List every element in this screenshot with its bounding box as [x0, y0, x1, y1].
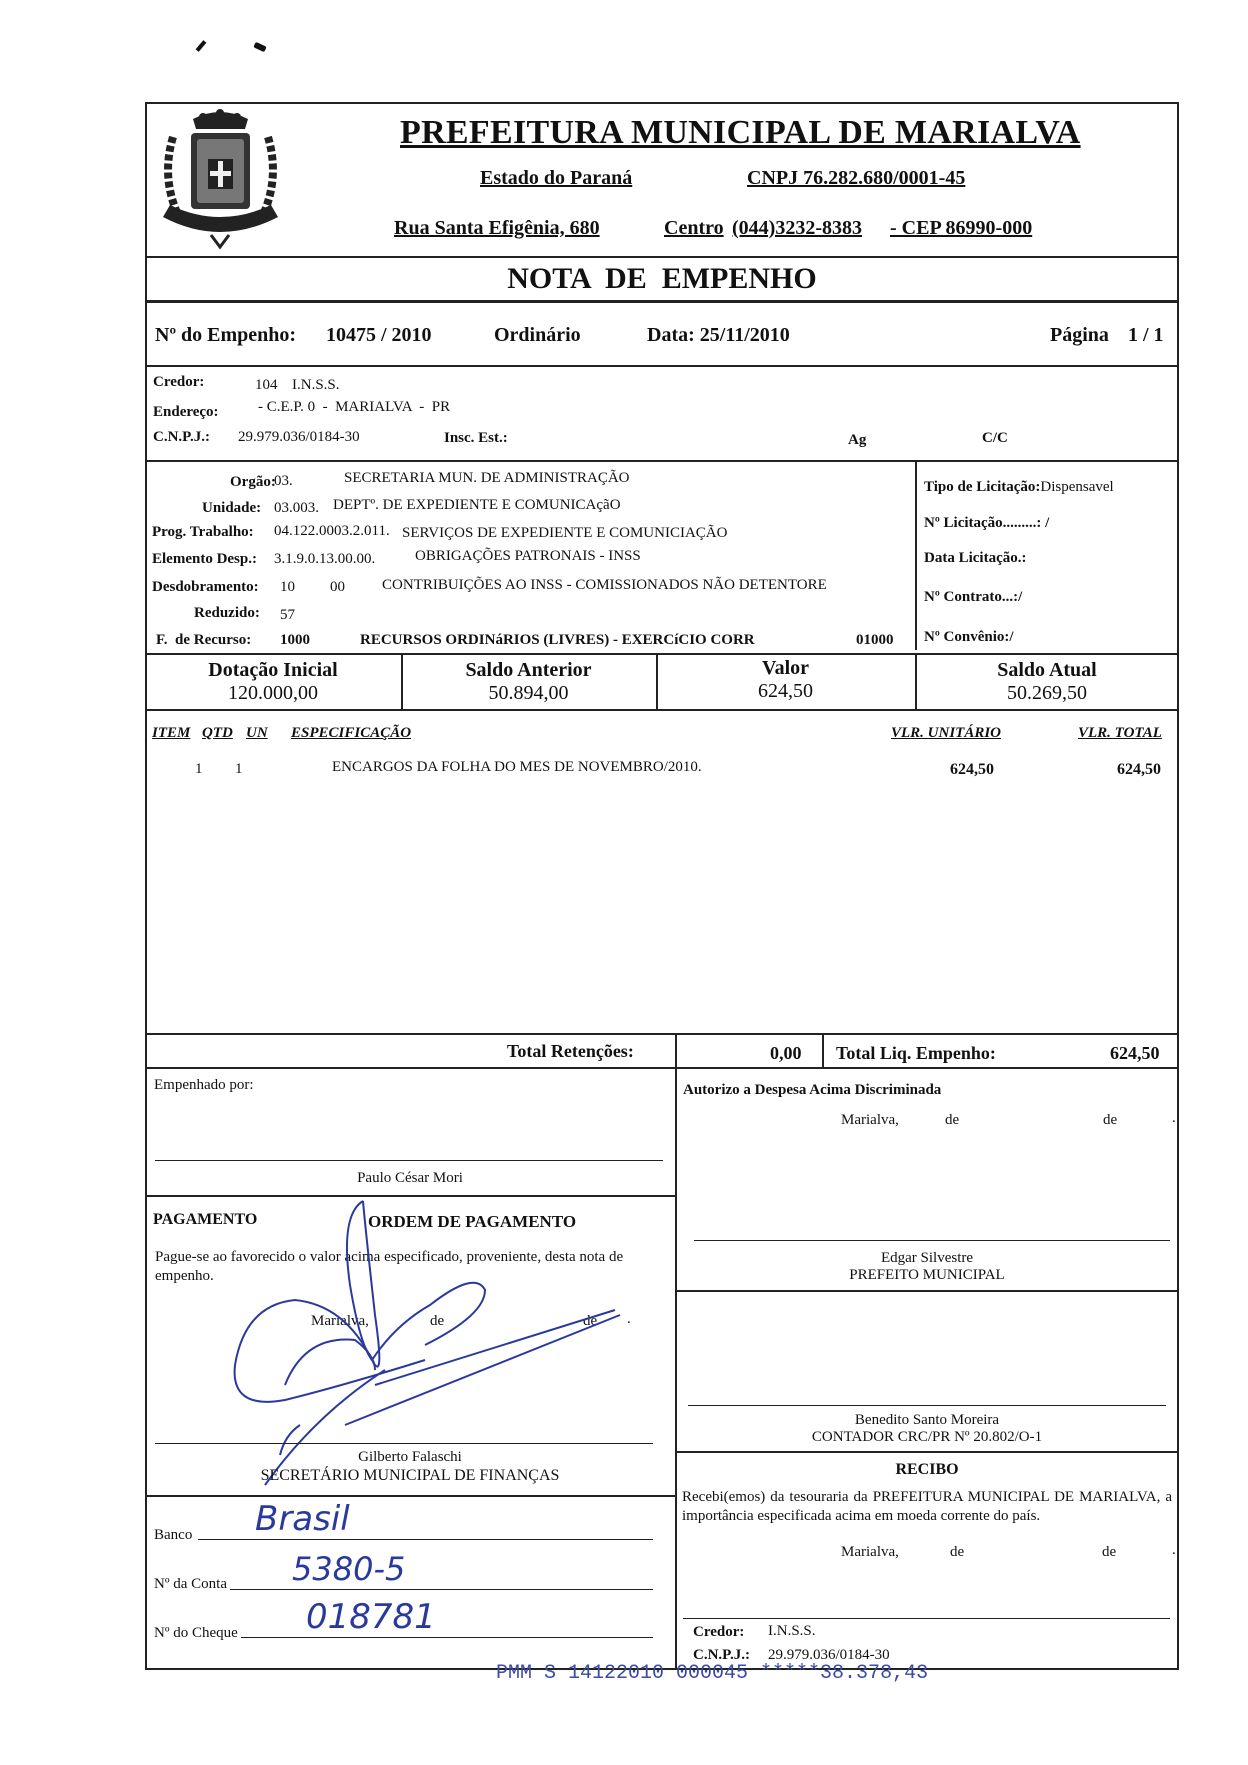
row-total-value: 624,50 — [1117, 761, 1161, 778]
recibo-cnpj-label: C.N.P.J.: — [693, 1647, 750, 1663]
divider — [915, 460, 917, 650]
prog-trabalho-label: Prog. Trabalho: — [152, 524, 254, 540]
secretario-title: SECRETÁRIO MUNICIPAL DE FINANÇAS — [260, 1467, 560, 1484]
total-retencoes-label: Total Retenções: — [507, 1041, 634, 1061]
saldo-dotacao-inicial: Dotação Inicial 120.000,00 — [208, 659, 338, 704]
divider — [145, 1067, 1179, 1069]
empenhado-name: Paulo César Mori — [357, 1170, 463, 1186]
desdobramento-desc: CONTRIBUIÇÕES AO INSS - COMISSIONADOS NÃO DETENTORE — [382, 577, 827, 593]
ordem-pagamento-label: ORDEM DE PAGAMENTO — [368, 1212, 577, 1231]
elemento-desc: OBRIGAÇÕES PATRONAIS - INSS — [415, 548, 641, 564]
recibo-cnpj: 29.979.036/0184-30 — [768, 1647, 890, 1663]
pagamento-city: Marialva, — [311, 1313, 369, 1329]
elemento-code: 3.1.9.0.13.00.00. — [274, 551, 376, 567]
page-label: Página — [1050, 324, 1109, 346]
divider — [145, 1495, 675, 1497]
cnpj-label: C.N.P.J.: — [153, 429, 210, 445]
autorizo-de1: de — [945, 1112, 960, 1128]
contador-name: Benedito Santo Moreira — [854, 1412, 1000, 1428]
licitacao-date-label: Data Licitação.: — [924, 550, 1027, 566]
cheque-field-line — [241, 1637, 653, 1638]
recibo-de2: de — [1102, 1544, 1117, 1560]
recurso-code: 1000 — [280, 632, 310, 648]
credor-label: Credor: — [153, 374, 205, 390]
bank-authentication-stamp: PMM S 14122010 000045 *****38.378,43 — [496, 1662, 929, 1685]
header-cep: - CEP 86990-000 — [890, 217, 1033, 239]
saldo-valor: Valor 624,50 — [758, 657, 813, 702]
licitacao-number-label: Nº Licitação.........: / — [924, 515, 1050, 531]
row-item: 1 — [195, 761, 203, 777]
convenio-label: Nº Convênio:/ — [924, 629, 1014, 645]
unidade-desc: DEPTº. DE EXPEDIENTE E COMUNICAçãO — [333, 497, 621, 513]
divider — [145, 1033, 1179, 1035]
autorizo-label: Autorizo a Despesa Acima Discriminada — [683, 1082, 942, 1098]
total-retencoes-value: 0,00 — [770, 1043, 802, 1063]
header-address: Rua Santa Efigênia, 680 — [394, 217, 600, 239]
col-header-un: UN — [246, 725, 268, 741]
orgao-desc: SECRETARIA MUN. DE ADMINISTRAÇÃO — [344, 470, 630, 486]
recibo-label: RECIBO — [895, 1461, 959, 1478]
signature-line — [155, 1160, 663, 1161]
col-header-total-value: VLR. TOTAL — [1078, 725, 1162, 741]
ag-label: Ag — [848, 432, 867, 448]
reduzido-value: 57 — [280, 607, 295, 623]
autorizo-city: Marialva, — [841, 1112, 899, 1128]
saldo-atual: Saldo Atual 50.269,50 — [997, 659, 1097, 704]
orgao-label: Orgão: — [230, 474, 276, 490]
insc-est-label: Insc. Est.: — [444, 430, 508, 446]
signature-line — [694, 1240, 1170, 1241]
prefeito-name: Edgar Silvestre — [880, 1250, 974, 1266]
row-unit-value: 624,50 — [950, 761, 994, 778]
pagamento-de2: de — [583, 1313, 598, 1329]
empenho-date: Data: 25/11/2010 — [647, 324, 790, 346]
header-cnpj: CNPJ 76.282.680/0001-45 — [747, 167, 966, 189]
crest-icon — [153, 107, 288, 252]
pagamento-dot: . — [627, 1311, 631, 1327]
cheque-label: Nº do Cheque — [154, 1625, 238, 1641]
recurso-label: F. de Recurso: — [156, 632, 252, 648]
signature-line — [155, 1443, 653, 1444]
col-header-qtd: QTD — [202, 725, 233, 741]
unidade-label: Unidade: — [202, 500, 262, 516]
divider — [675, 1067, 677, 1670]
credor-address: - C.E.P. 0 - MARIALVA - PR — [258, 399, 451, 415]
divider — [145, 460, 1179, 462]
empenho-number: 10475 / 2010 — [326, 324, 432, 346]
credor-name: I.N.S.S. — [292, 377, 340, 393]
signature-line — [688, 1405, 1166, 1406]
cc-label: C/C — [982, 430, 1008, 446]
recibo-de1: de — [950, 1544, 965, 1560]
licitacao-type-label: Tipo de Licitação:Dispensavel — [924, 479, 1114, 495]
cheque-value[interactable]: 018781 — [306, 1597, 436, 1637]
total-liq-value: 624,50 — [1110, 1043, 1160, 1063]
pagamento-de1: de — [430, 1313, 445, 1329]
pagamento-text: Pague-se ao favorecido o valor acima especificado, proveniente, desta nota de empenho. — [155, 1249, 624, 1284]
header-title: PREFEITURA MUNICIPAL DE MARIALVA — [400, 114, 1081, 151]
saldo-anterior: Saldo Anterior 50.894,00 — [465, 659, 592, 704]
divider — [675, 1290, 1179, 1292]
divider — [145, 653, 1179, 655]
banco-field-line — [198, 1539, 653, 1540]
conta-field-line — [230, 1589, 653, 1590]
empenhado-label: Empenhado por: — [154, 1077, 254, 1093]
banco-value[interactable]: Brasil — [255, 1499, 350, 1539]
col-header-especificacao: ESPECIFICAÇÃO — [291, 725, 412, 741]
empenho-number-label: Nº do Empenho: — [155, 324, 297, 346]
table-row — [145, 760, 1179, 782]
reduzido-label: Reduzido: — [194, 605, 260, 621]
contador-title: CONTADOR CRC/PR Nº 20.802/O-1 — [811, 1429, 1043, 1445]
orgao-code: 03. — [274, 473, 293, 489]
recurso-code2: 01000 — [856, 632, 894, 648]
header-state: Estado do Paraná — [480, 167, 633, 189]
prog-trabalho-desc: SERVIÇOS DE EXPEDIENTE E COMUNICIAÇÃO — [402, 525, 728, 541]
divider — [675, 1033, 677, 1067]
divider — [675, 1451, 1179, 1453]
prefeito-title: PREFEITO MUNICIPAL — [849, 1267, 1005, 1283]
page-number: 1 / 1 — [1128, 324, 1164, 346]
banco-label: Banco — [154, 1527, 193, 1543]
empenho-type: Ordinário — [494, 324, 581, 346]
header-phone: (044)3232-8383 — [732, 217, 862, 239]
header-district: Centro — [664, 217, 724, 239]
desdobramento-code1: 10 — [280, 579, 295, 595]
signature-line — [683, 1618, 1170, 1619]
row-especificacao: ENCARGOS DA FOLHA DO MES DE NOVEMBRO/2010. — [332, 759, 702, 775]
desdobramento-code2: 00 — [330, 579, 345, 595]
autorizo-dot: . — [1172, 1110, 1176, 1126]
recibo-credor-label: Credor: — [693, 1624, 745, 1640]
col-header-unit-value: VLR. UNITÁRIO — [891, 725, 1002, 741]
divider — [145, 365, 1179, 367]
autorizo-de2: de — [1103, 1112, 1118, 1128]
total-liq-label: Total Liq. Empenho: — [836, 1043, 996, 1063]
prog-trabalho-code: 04.122.0003.2.011. — [274, 523, 390, 539]
elemento-label: Elemento Desp.: — [152, 551, 257, 567]
licitacao-type: Dispensavel — [1040, 479, 1114, 495]
scan-mark-right — [253, 42, 266, 53]
unidade-code: 03.003. — [274, 500, 319, 516]
divider — [822, 1033, 824, 1067]
divider — [145, 300, 1179, 303]
scan-mark-left — [196, 40, 207, 52]
divider — [145, 256, 1179, 258]
recibo-text: Recebi(emos) da tesouraria da PREFEITURA MUNICIPAL DE MARIALVA, a importância especificada acima em moeda corrente do país. — [682, 1489, 1172, 1524]
conta-label: Nº da Conta — [154, 1576, 227, 1592]
divider — [145, 709, 1179, 711]
row-qtd: 1 — [235, 761, 243, 777]
contrato-label: Nº Contrato...:/ — [924, 589, 1023, 605]
pagamento-label: PAGAMENTO — [153, 1211, 258, 1228]
secretario-name: Gilberto Falaschi — [358, 1449, 462, 1465]
col-header-item: ITEM — [152, 725, 191, 741]
recurso-desc: RECURSOS ORDINáRIOS (LIVRES) - EXERCíCIO CORR — [360, 632, 755, 648]
conta-value[interactable]: 5380-5 — [292, 1550, 406, 1588]
document-title: NOTA DE EMPENHO — [507, 262, 817, 295]
desdobramento-label: Desdobramento: — [152, 579, 259, 595]
address-label: Endereço: — [153, 404, 219, 420]
credor-cnpj: 29.979.036/0184-30 — [238, 429, 360, 445]
recibo-dot: . — [1172, 1542, 1176, 1558]
credor-code: 104 — [255, 377, 278, 393]
recibo-city: Marialva, — [841, 1544, 899, 1560]
recibo-credor: I.N.S.S. — [768, 1623, 816, 1639]
